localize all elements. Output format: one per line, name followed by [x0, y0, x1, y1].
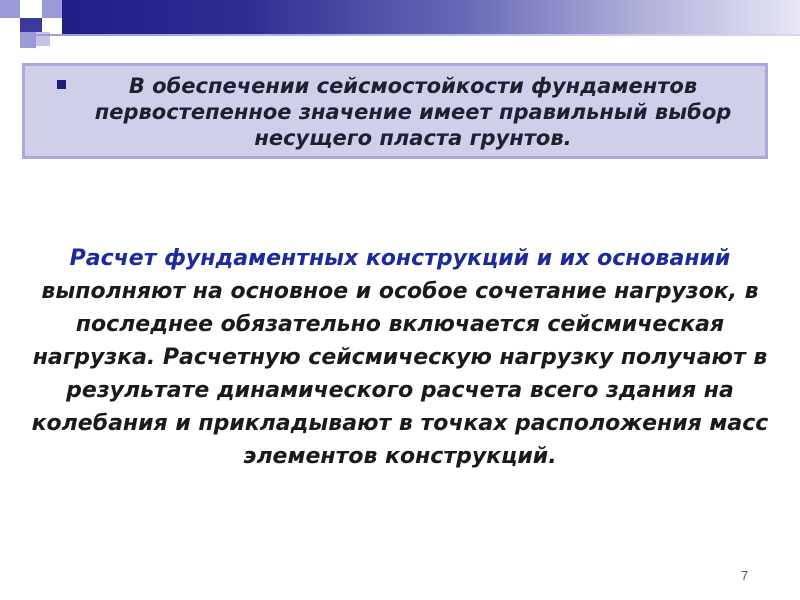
bullet-text: В обеспечении сейсмостойкости фундаментов первостепенное значение имеет правильный выбор несущего пласта грунтов.: [94, 74, 732, 150]
decor-square: [20, 18, 42, 32]
header-divider: [20, 34, 800, 36]
bullet-square-icon: [57, 80, 66, 89]
decor-square: [42, 0, 62, 18]
decor-square: [42, 18, 62, 32]
body-paragraph: [22, 242, 778, 473]
page-number: 7: [741, 568, 749, 583]
decor-square: [20, 0, 42, 18]
decor-square: [0, 18, 20, 32]
header-gradient-bar: [62, 0, 800, 34]
body-paragraph-rest: выполняют на основное и особое сочетание нагрузок, в последнее обязательно включается сейсмическая нагрузка. Расчетную сейсмическую нагрузку получают в результате динамического расчета всего здания на колебания и прикладывают в точках расположения масс элементов конструкций.: [31, 279, 769, 469]
body-paragraph-lead: Расчет фундаментных конструкций и их оснований: [69, 246, 731, 271]
decor-square: [0, 0, 20, 18]
